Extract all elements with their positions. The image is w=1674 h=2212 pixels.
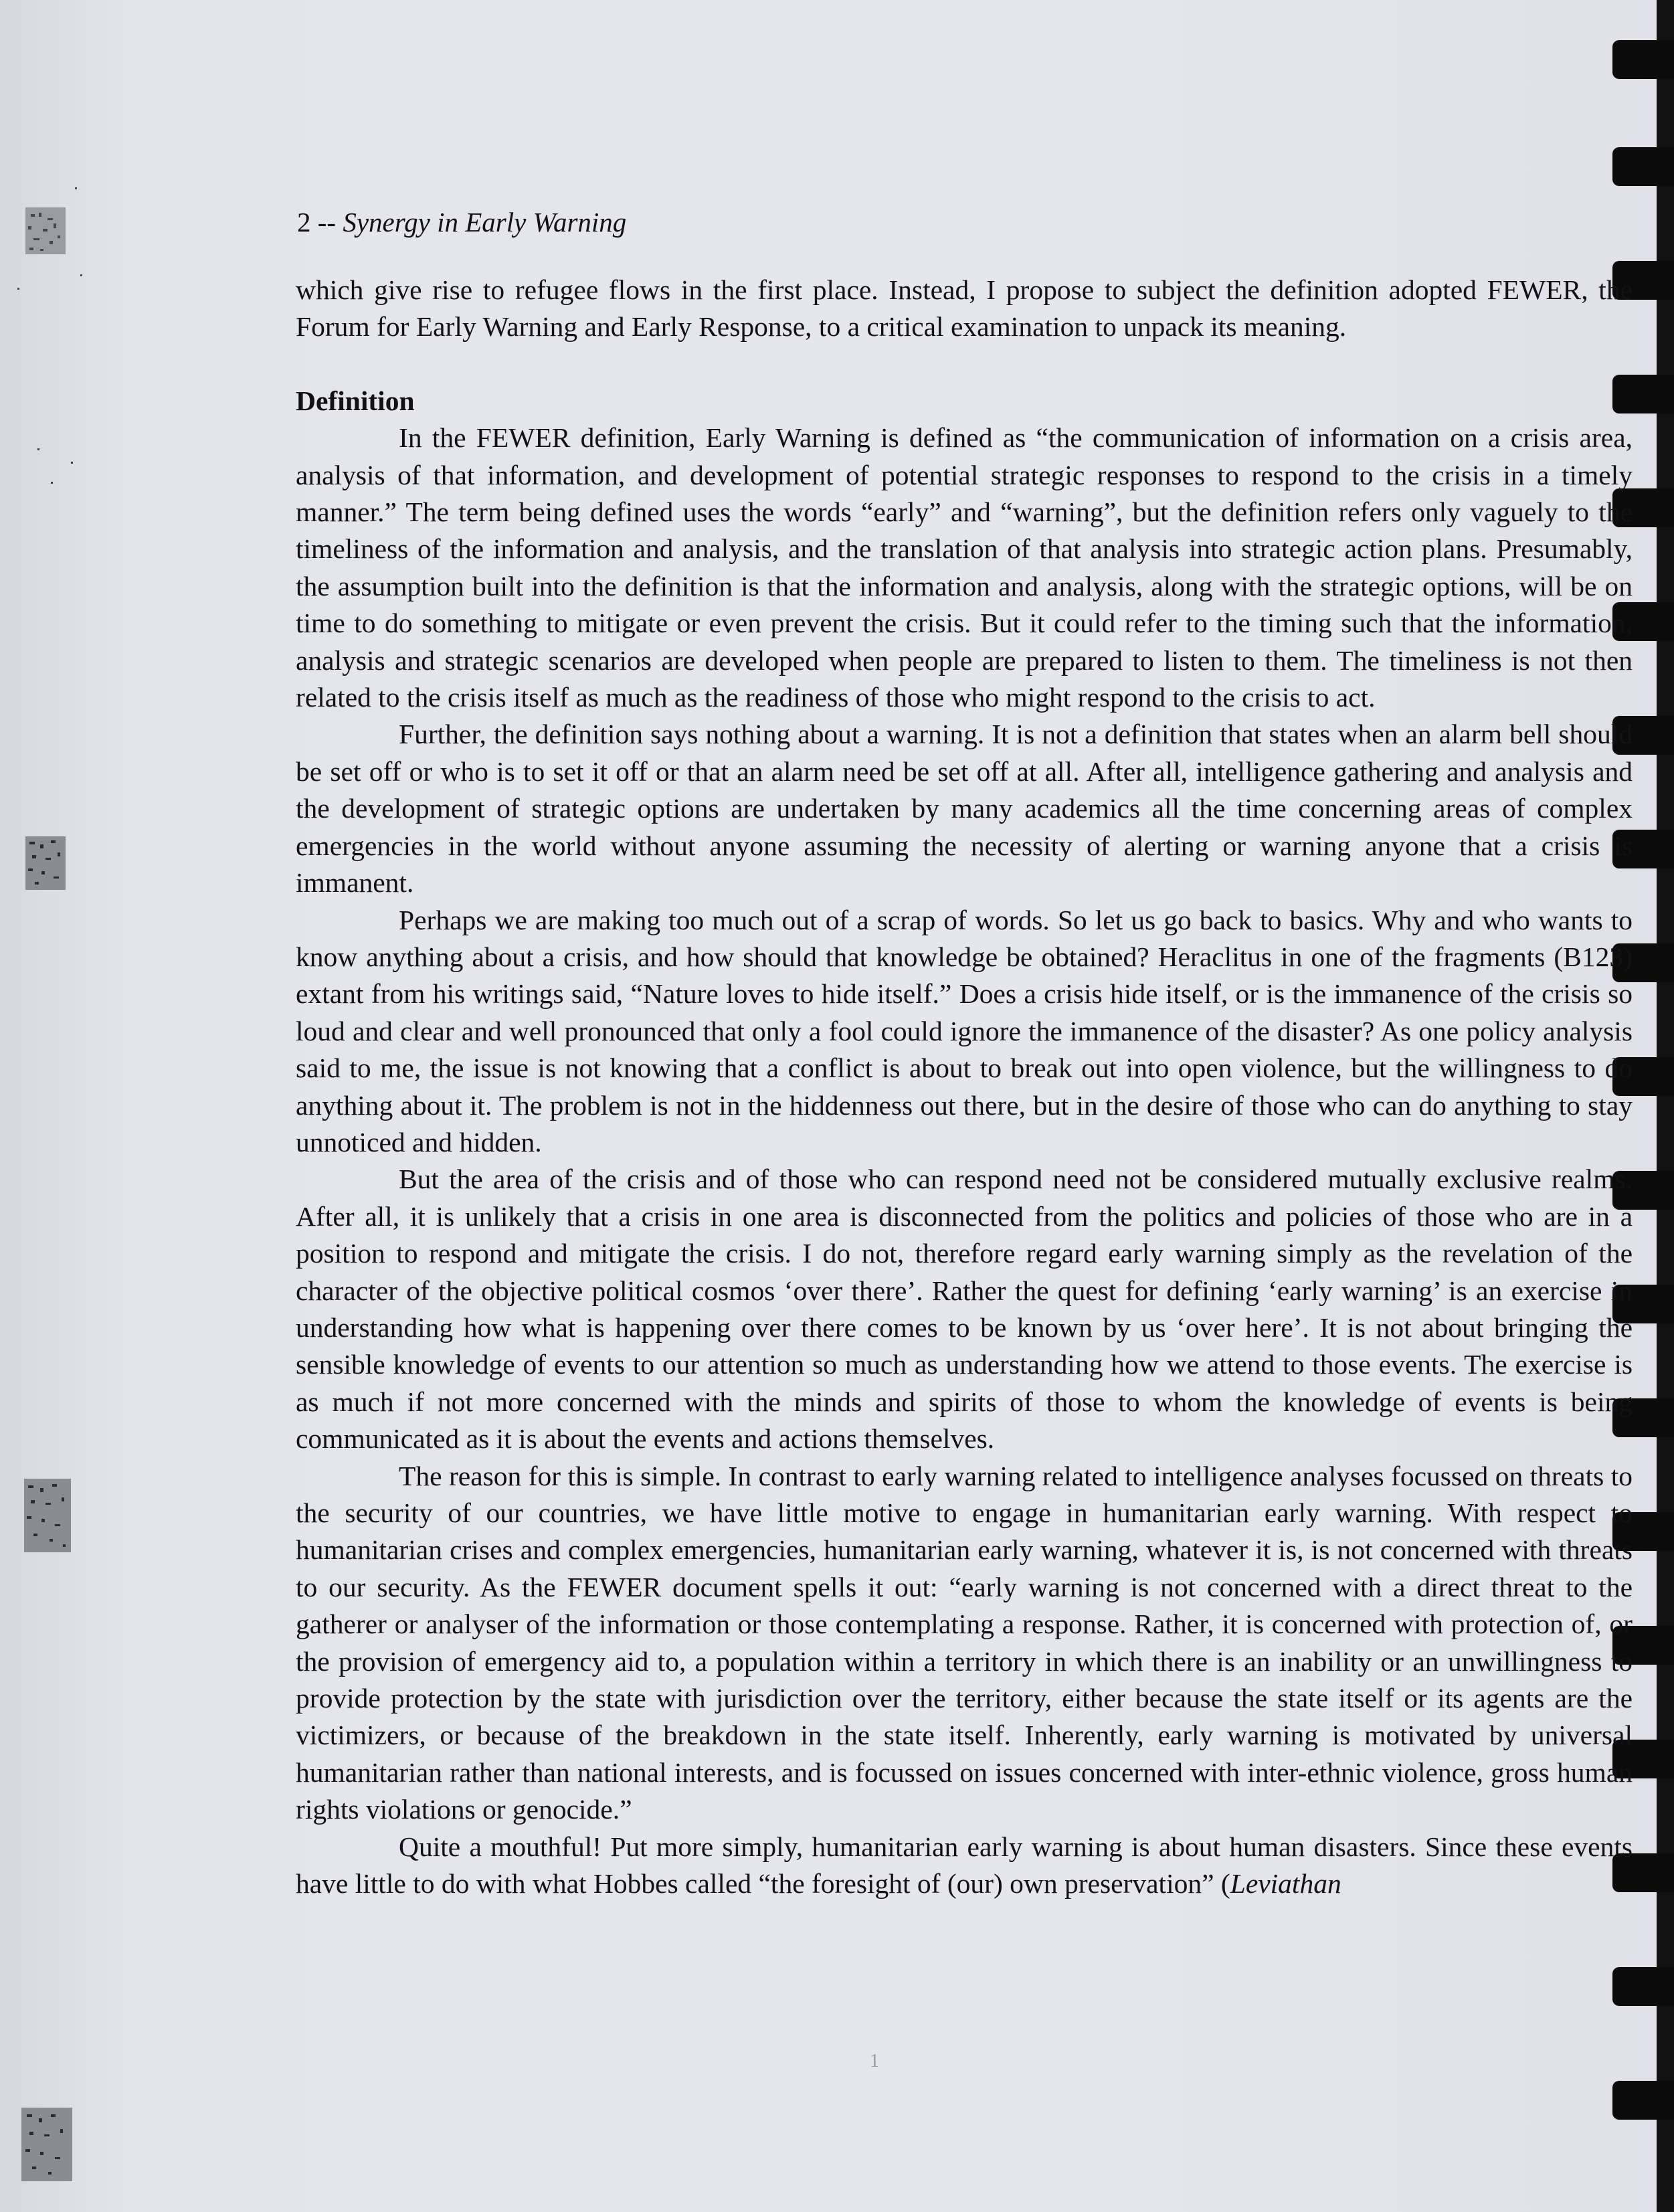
scan-noise-middle [11, 823, 98, 917]
binding-coil [1612, 147, 1674, 186]
running-title: Synergy in Early Warning [343, 207, 627, 238]
binding-coil [1612, 2081, 1674, 2120]
paragraph-text: Quite a mouthful! Put more simply, humanitarian early warning is about human disasters. Since these events have little to do with what Hobbes called “the foresight of (our) own preservation” ( [296, 1831, 1633, 1900]
intro-paragraph: which give rise to refugee flows in the first place. Instead, I propose to subject the definition adopted FEWER, the Forum for Early Warning and Early Response, to a critical examination to unpack its meaning. [296, 274, 1633, 343]
paragraph: Perhaps we are making too much out of a scrap of words. So let us go back to basics. Why and who wants to know anything about a crisis, and how should that knowledge be obtained? Heraclitus in one of the fragments (B123) extant from his writings said, “Nature loves to hide itself.” Does a crisis hide itself, or is the immanence of the crisis so loud and clear and well pronounced that only a fool could ignore the immanence of the disaster? As one policy analysis said to me, the issue is not knowing that a conflict is about to break out into open violence, but the willingness to do anything about it. The problem is not in the hiddenness out there, but in the desire of those who can do anything to stay unnoticed and hidden. [296, 904, 1633, 1158]
citation-title: Leviathan [1230, 1868, 1341, 1900]
scan-noise-bottom [11, 2088, 98, 2208]
scan-noise-mid-upper [11, 428, 98, 495]
running-header [297, 206, 626, 238]
paragraph: In the FEWER definition, Early Warning is defined as “the communication of information on a crisis area, analysis of that information, and development of potential strategic responses to respond to the crisis in a timely manner.” The term being defined uses the words “early” and “warning”, but the definition refers only vaguely to the timeliness of the information and analysis, and the translation of that analysis into strategic action plans. Presumably, the assumption built into the definition is that the information and analysis, along with the strategic options, will be on time to do something to mitigate or even prevent the crisis. But it could refer to the timing such that the information, analysis and strategic scenarios are developed when people are prepared to listen to them. The timeliness is not then related to the crisis itself as much as the readiness of those who might respond to the crisis to act. [296, 422, 1633, 713]
scan-noise-top [11, 174, 98, 321]
body-text [296, 272, 1633, 1902]
paragraph [296, 1829, 1633, 1903]
binding-coil [1612, 40, 1674, 79]
scan-noise-lower [11, 1459, 98, 1592]
section-heading: Definition [296, 385, 415, 416]
binding-coil [1612, 1967, 1674, 2006]
paragraph: But the area of the crisis and of those who can respond need not be considered mutually exclusive realms. After all, it is unlikely that a crisis in one area is disconnected from the politics and policies of those who are in a position to respond and mitigate the crisis. I do not, therefore regard early warning simply as the revelation of the character of the objective political cosmos ‘over there’. Rather the quest for defining ‘early warning’ is an exercise in understanding how what is happening over there comes to be known by us ‘over here’. It is not about bringing the sensible knowledge of events to our attention so much as understanding how we attend to those events. The exercise is as much if not more concerned with the minds and spirits of those to whom the knowledge of events is being communicated as it is about the events and actions themselves. [296, 1164, 1633, 1455]
bleed-through-mark: 1 [870, 2051, 879, 2071]
paragraph: The reason for this is simple. In contrast to early warning related to intelligence analyses focussed on threats to the security of our countries, we have little motive to engage in humanitarian early warning. With respect to humanitarian crises and complex emergencies, humanitarian early warning, whatever it is, is not concerned with threats to our security. As the FEWER document spells it out: “early warning is not concerned with a direct threat to the gatherer or analyser of the information or those contemplating a response. Rather, it is concerned with protection of, or the provision of emergency aid to, a population within a territory in which there is an inability or an unwillingness to provide protection by the state with jurisdiction over the territory, either because the state itself or its agents are the victimizers, or because of the breakdown in the state itself. Inherently, early warning is motivated by universal humanitarian rather than national interests, and is focussed on issues concerned with inter-ethnic violence, gross human rights violations or genocide.” [296, 1460, 1633, 1825]
page-number: 2 -- [297, 207, 337, 238]
paragraph: Further, the definition says nothing about a warning. It is not a definition that states when an alarm bell should be set off or who is to set it off or that an alarm need be set off at all. After all, intelligence gathering and analysis and the development of strategic options are undertaken by many academics all the time concerning areas of complex emergencies in the world without anyone assuming the necessity of alerting or warning anyone that a crisis is immanent. [296, 719, 1633, 899]
